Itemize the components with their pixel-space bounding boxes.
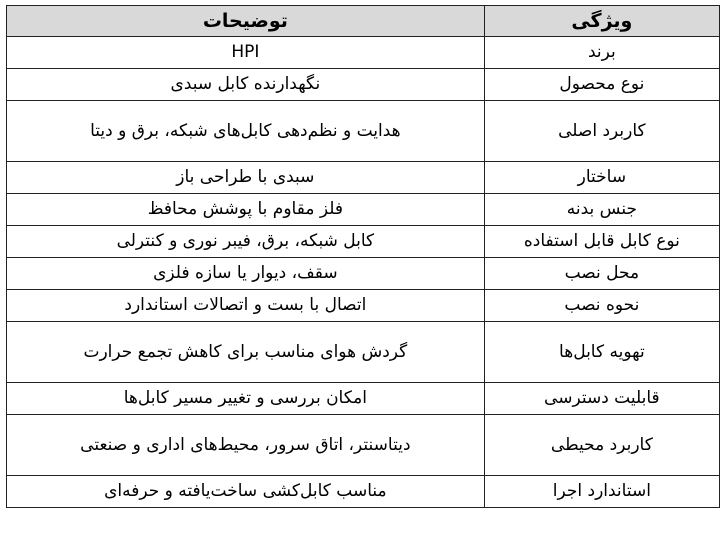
description-cell: فلز مقاوم با پوشش محافظ — [7, 194, 485, 226]
feature-cell: نوع کابل قابل استفاده — [484, 226, 719, 258]
feature-cell: کاربرد محیطی — [484, 415, 719, 476]
description-cell: سقف، دیوار یا سازه فلزی — [7, 258, 485, 290]
table-row — [7, 69, 720, 101]
description-cell: مناسب کابل‌کشی ساخت‌یافته و حرفه‌ای — [7, 476, 485, 508]
table-row — [7, 162, 720, 194]
description-cell: اتصال با بست و اتصالات استاندارد — [7, 290, 485, 322]
header-feature: ویژگی — [484, 6, 719, 37]
table-row — [7, 37, 720, 69]
feature-cell: تهویه کابل‌ها — [484, 322, 719, 383]
feature-cell: استاندارد اجرا — [484, 476, 719, 508]
table-row — [7, 383, 720, 415]
feature-cell: برند — [484, 37, 719, 69]
table-row — [7, 258, 720, 290]
table-row — [7, 194, 720, 226]
table-row — [7, 476, 720, 508]
table-row — [7, 322, 720, 383]
spec-table — [6, 5, 720, 508]
feature-cell: قابلیت دسترسی — [484, 383, 719, 415]
description-cell: سبدی با طراحی باز — [7, 162, 485, 194]
table-row — [7, 290, 720, 322]
description-cell: دیتاسنتر، اتاق سرور، محیط‌های اداری و صنعتی — [7, 415, 485, 476]
table-row — [7, 226, 720, 258]
feature-cell: جنس بدنه — [484, 194, 719, 226]
table-row — [7, 415, 720, 476]
description-cell: نگهدارنده کابل سبدی — [7, 69, 485, 101]
feature-cell: نوع محصول — [484, 69, 719, 101]
description-cell: گردش هوای مناسب برای کاهش تجمع حرارت — [7, 322, 485, 383]
header-description: توضیحات — [7, 6, 485, 37]
description-cell: HPI — [7, 37, 485, 69]
feature-cell: نحوه نصب — [484, 290, 719, 322]
description-cell: امکان بررسی و تغییر مسیر کابل‌ها — [7, 383, 485, 415]
feature-cell: کاربرد اصلی — [484, 101, 719, 162]
description-cell: کابل شبکه، برق، فیبر نوری و کنترلی — [7, 226, 485, 258]
table-row — [7, 101, 720, 162]
feature-cell: محل نصب — [484, 258, 719, 290]
description-cell: هدایت و نظم‌دهی کابل‌های شبکه، برق و دیتا — [7, 101, 485, 162]
header-row — [7, 6, 720, 37]
feature-cell: ساختار — [484, 162, 719, 194]
